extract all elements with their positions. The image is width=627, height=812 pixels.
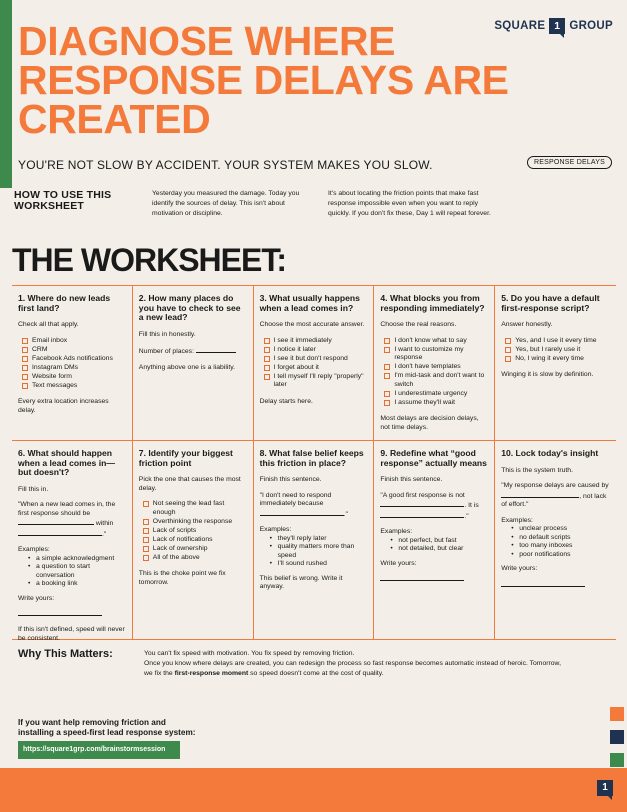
title-line: CREATED [18,96,211,142]
question-note: Winging it is slow by definition. [501,371,594,378]
checkbox-option[interactable] [505,355,610,364]
question-title: 4. What blocks you from responding immediately? [380,293,485,313]
checkbox[interactable] [22,374,28,380]
fill-sentence[interactable] [18,501,126,539]
checkbox-option[interactable] [264,346,368,355]
example-item: • not perfect, but fast [390,537,488,546]
field-label: Number of places: [138,348,194,355]
option-label: I forget about it [273,363,319,371]
option-label: Instagram DMs [32,363,79,371]
option-label: Website form [32,372,72,380]
option-label: Yes, and I use it every time [515,336,597,344]
howto-title-line: HOW TO USE THIS [14,189,112,201]
checkbox[interactable] [143,546,149,552]
why-part: so speed doesn't come at the cost of quality. [248,670,384,677]
write-label: Write yours: [380,559,417,567]
checkbox[interactable] [264,365,270,371]
option-label: Lack of ownership [152,544,208,552]
decor-square-orange [610,707,624,721]
topic-pill: RESPONSE DELAYS [527,156,612,169]
sentence-part: ." [102,530,107,538]
checkbox-option[interactable] [264,373,368,390]
question-1 [12,286,133,440]
example-item: • a simple acknowledgment [28,555,126,564]
option-label: I want to customize my response [394,345,464,361]
checkbox-list [505,337,610,364]
checkbox[interactable] [22,356,28,362]
question-note: Every extra location increases delay. [18,398,109,414]
question-title: 9. Redefine what “good response” actually means [380,448,487,468]
write-in-line[interactable] [501,581,585,587]
checkbox[interactable] [22,383,28,389]
fill-sentence[interactable] [501,482,610,510]
why-title: Why This Matters: [18,648,113,660]
question-note: Most delays are decision delays, not time delays. [380,415,479,431]
question-intro: Choose the most accurate answer. [259,321,365,328]
question-3 [254,286,375,440]
howto-text-2: It's about locating the friction points that make fast response impossible even when you want to reply quickly. If you don't fix these, Day 1 will repeat forever. [328,190,491,217]
subtitle: YOU'RE NOT SLOW BY ACCIDENT. YOUR SYSTEM MAKES YOU SLOW. [18,158,433,172]
checkbox-option[interactable] [22,346,126,355]
example-item: • poor notifications [511,551,610,560]
checkbox[interactable] [22,365,28,371]
question-title: 1. Where do new leads first land? [18,293,111,313]
why-part: Once you know where delays are created, you can redesign the process so fast response becomes automatic instead of heroic. Tomorrow, we fix the [144,660,561,677]
question-title: 7. Identify your biggest friction point [138,448,233,468]
write-label: Write yours: [501,565,538,572]
option-label: No, I wing it every time [515,354,584,362]
help-line: If you want help removing friction and [18,718,166,727]
checkbox[interactable] [22,347,28,353]
checkbox[interactable] [384,400,390,406]
checkbox[interactable] [505,356,511,362]
examples-label: Examples: [501,516,533,524]
question-10 [495,440,616,640]
option-label: I'm mid-task and don't want to switch [394,372,485,388]
checkbox-option[interactable] [22,337,126,346]
checkbox-option[interactable] [384,372,488,389]
question-note: This is the choke point we fix tomorrow. [138,570,226,586]
option-label: I see it immediately [273,336,332,344]
checkbox-list [384,337,488,408]
option-label: Not seeing the lead fast enough [152,500,225,516]
worksheet-grid [12,285,616,640]
checkbox-option[interactable] [143,536,247,545]
question-title: 2. How many places do you have to check to see a new lead? [138,293,241,322]
question-8 [254,440,375,640]
checkbox[interactable] [143,555,149,561]
checkbox-list [264,337,368,390]
example-item: • no default scripts [511,534,610,543]
fill-sentence[interactable] [380,492,488,522]
question-2 [133,286,254,440]
checkbox[interactable] [505,338,511,344]
checkbox[interactable] [384,338,390,344]
option-label: I don't know what to say [394,336,467,344]
booking-link[interactable]: https://square1grp.com/brainstormsession [18,741,180,759]
title-line: RESPONSE DELAYS ARE [18,57,509,103]
examples-list [270,535,368,569]
question-intro: Pick the one that causes the most delay. [138,476,241,492]
footer-band [0,768,627,812]
page-title [18,18,518,142]
example-item: • they'll reply later [270,535,368,544]
checkbox-list [143,500,247,562]
blank-line[interactable] [380,511,464,518]
checkbox-option[interactable] [384,346,488,363]
examples-list [28,555,126,589]
checkbox-option[interactable] [264,355,368,364]
checkbox-list [22,337,126,391]
help-text [18,718,195,738]
howto-title [14,190,111,212]
howto-text-1: Yesterday you measured the damage. Today you identify the sources of delay. This isn't about motivation or discipline. [152,190,300,217]
checkbox[interactable] [264,347,270,353]
blank-line[interactable] [501,491,579,498]
checkbox-option[interactable] [143,500,247,517]
question-title: 6. What should happen when a lead comes in—but doesn't? [18,448,115,477]
question-title: 8. What false belief keeps this friction in place? [259,448,364,468]
checkbox-option[interactable] [143,518,247,527]
option-label: I assume they'll wait [394,398,455,406]
sentence-part: ." [464,512,469,520]
sentence-part: "My response delays are caused by [501,482,609,489]
example-item: • not detailed, but clear [390,545,488,554]
decor-square-green [610,753,624,767]
decor-square-navy [610,730,624,744]
example-item: • a question to start conversation [28,563,126,580]
help-line: installing a speed-first lead response system: [18,728,196,737]
option-label: Lack of notifications [152,535,213,543]
checkbox-option[interactable] [384,390,488,399]
option-label: I underestimate urgency [394,389,468,397]
blank-line[interactable] [260,509,344,516]
question-note: Anything above one is a liability. [138,363,236,371]
checkbox-option[interactable] [384,363,488,372]
checkbox[interactable] [384,364,390,370]
logo-text-left: SQUARE [494,20,546,32]
places-input-line[interactable] [196,346,236,353]
checkbox[interactable] [384,373,390,379]
examples-label: Examples: [259,526,292,533]
checkbox[interactable] [384,391,390,397]
question-intro: Answer honestly. [501,321,553,328]
worksheet-title: THE WORKSHEET: [12,242,286,278]
option-label: I tell myself I'll reply "properly" later [273,372,364,388]
question-6 [12,440,133,640]
option-label: I notice it later [273,345,316,353]
option-label: Overthinking the response [152,517,233,525]
examples-list [390,537,488,554]
question-title: 5. Do you have a default first-response script? [501,293,600,313]
checkbox-option[interactable] [143,545,247,554]
logo-number-badge: 1 [549,18,565,34]
why-line-1: You can't fix speed with motivation. You fix speed by removing friction. [144,650,355,657]
write-label: Write yours: [18,594,55,602]
sentence-part: ." [343,510,348,518]
checkbox[interactable] [143,501,149,507]
question-note: If this isn't defined, speed will never be consistent. [18,626,125,642]
checkbox-option[interactable] [22,373,126,382]
write-in-line[interactable] [380,575,464,581]
checkbox-option[interactable] [22,382,126,391]
checkbox[interactable] [143,519,149,525]
example-item: • too many inboxes [511,542,610,551]
option-label: I see it but don't respond [273,354,348,362]
blank-line[interactable] [18,529,102,536]
option-label: I don't have templates [394,363,461,370]
option-label: Facebook Ads notifications [32,354,113,362]
checkbox[interactable] [143,537,149,543]
option-label: Lack of scripts [152,526,197,534]
checkbox-option[interactable] [22,364,126,373]
sentence-part: . It is [464,502,479,509]
checkbox-option[interactable] [143,527,247,536]
write-in-line[interactable] [18,610,102,616]
question-7 [133,440,254,640]
checkbox-option[interactable] [22,355,126,364]
checkbox[interactable] [264,374,270,380]
why-text [144,649,564,679]
checkbox[interactable] [143,528,149,534]
fill-sentence[interactable] [260,492,368,520]
option-label: Text messages [32,381,78,389]
question-intro: Choose the real reasons. [380,321,457,328]
checkbox-option[interactable] [264,337,368,346]
checkbox-option[interactable] [264,364,368,373]
checkbox[interactable] [505,347,511,353]
examples-label: Examples: [380,528,413,535]
option-label: Email inbox [32,336,68,344]
question-5 [495,286,616,440]
question-title: 3. What usually happens when a lead comes in? [259,293,360,313]
checkbox[interactable] [384,347,390,353]
question-9 [374,440,495,640]
question-intro: Finish this sentence. [259,476,322,483]
question-note: This belief is wrong. Write it anyway. [259,574,343,590]
logo-text-right: GROUP [569,20,613,32]
checkbox-option[interactable] [384,337,488,346]
checkbox-option[interactable] [505,346,610,355]
sentence-part: "A good first response is not [380,491,465,499]
checkbox-option[interactable] [143,554,247,563]
blank-line[interactable] [18,518,94,525]
question-intro: This is the system truth. [501,466,573,474]
checkbox[interactable] [22,338,28,344]
why-line-2 [144,659,564,679]
question-intro: Fill this in honestly. [138,330,196,338]
option-label: All of the above [152,553,200,561]
example-item: • I'll sound rushed [270,560,368,569]
question-intro: Check all that apply. [18,321,79,328]
examples-list [511,525,610,559]
howto-title-line: WORKSHEET [14,200,85,212]
checkbox-option[interactable] [505,337,610,346]
checkbox[interactable] [264,356,270,362]
places-field[interactable] [139,346,247,357]
question-4 [374,286,495,440]
question-title: 10. Lock today's insight [501,448,599,458]
checkbox[interactable] [264,338,270,344]
blank-line[interactable] [380,500,464,507]
example-item: • unclear process [511,525,610,534]
why-emphasis: first-response moment [174,670,249,677]
examples-label: Examples: [18,546,50,553]
sentence-part: "I don't need to respond immediately because [259,491,332,507]
checkbox-option[interactable] [384,399,488,408]
example-item: • a booking link [28,580,126,589]
sentence-part: "When a new lead comes in, the first response should be [18,501,116,517]
accent-bar [0,0,12,188]
title-line: DIAGNOSE WHERE [18,18,396,64]
question-intro: Fill this in. [18,485,49,493]
footer-logo-badge: 1 [597,780,613,796]
question-note: Delay starts here. [259,397,313,405]
option-label: Yes, but I rarely use it [515,345,581,353]
option-label: CRM [32,345,48,353]
example-item: • quality matters more than speed [270,543,368,560]
question-intro: Finish this sentence. [380,476,443,483]
sentence-part: within [95,520,114,527]
sentence-part: , not lack of effort." [501,492,607,508]
